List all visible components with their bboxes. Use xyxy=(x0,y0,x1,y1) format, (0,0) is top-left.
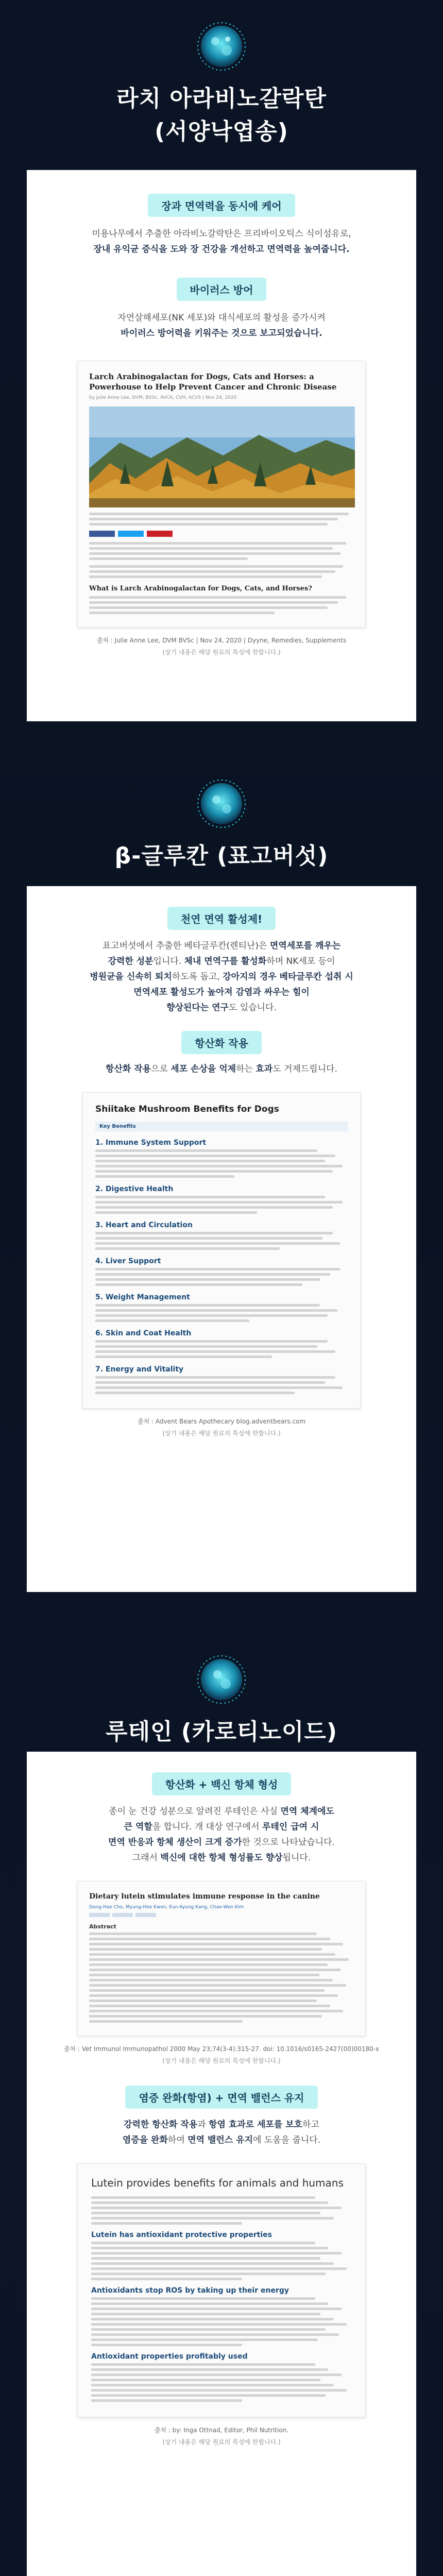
text-span-bold: 효과 xyxy=(255,1064,273,1074)
body-text-line xyxy=(95,1201,343,1204)
disclaimer-note: (상기 내용은 해당 원료의 특성에 한합니다.) xyxy=(162,1430,281,1437)
text-span-bold: 강아지의 경우 베타글루칸 섭취 시 xyxy=(223,972,353,982)
body-text-line xyxy=(95,1376,335,1379)
cell-icon xyxy=(196,1654,247,1705)
benefit-heading: 6. Skin and Coat Health xyxy=(95,1329,192,1337)
article-title: Shiitake Mushroom Benefits for Dogs xyxy=(95,1104,279,1114)
betaglucan-card xyxy=(27,886,416,1592)
body-text-line xyxy=(91,2207,342,2209)
body-text-line xyxy=(95,1211,257,1214)
text-span: 하고 xyxy=(302,2120,319,2130)
share-buttons xyxy=(89,531,354,537)
article-heading: Antioxidant properties profitably used xyxy=(91,2352,248,2361)
abstract-label: Abstract xyxy=(89,1923,116,1930)
text-span: 종이 눈 건강 성분으로 알려진 루테인은 사실 xyxy=(109,1806,281,1817)
article-heading: Lutein has antioxidant protective properties xyxy=(91,2231,272,2239)
title-line: (서양낙엽송) xyxy=(155,118,288,145)
text-span-bold: 염증을 완화 xyxy=(122,2135,168,2145)
article-title: Lutein provides benefits for animals and humans xyxy=(91,2177,344,2189)
body-text-line xyxy=(91,2252,342,2255)
pill-label: 장과 면역력을 동시에 케어 xyxy=(148,194,295,217)
article-screenshot xyxy=(77,2163,366,2417)
section-betaglucan-header xyxy=(0,757,443,873)
text-span: 한 것으로 나타났습니다. xyxy=(242,1837,335,1848)
body-text-line xyxy=(95,1355,272,1358)
body-text-line xyxy=(89,1989,325,1992)
body-text-line xyxy=(95,1304,320,1307)
text-span-bold: 강력한 성분 xyxy=(108,956,154,967)
text-span-bold: 체내 면역구를 활성화 xyxy=(184,956,267,967)
body-text-line xyxy=(89,2020,243,2023)
source-citation: 출처 : Julie Anne Lee, DVM BVSc | Nov 24, 2020 | Dyyne, Remedies, Supplements xyxy=(96,637,347,644)
body-text-line xyxy=(91,2212,320,2214)
body-text-line xyxy=(95,1155,335,1157)
text-span: 그래서 xyxy=(132,1853,161,1863)
body-text-line xyxy=(95,1160,325,1162)
body-text-line xyxy=(95,1283,302,1286)
benefit-heading: 5. Weight Management xyxy=(95,1293,190,1301)
text-span-bold: 병원균을 신속히 퇴치 xyxy=(90,972,172,982)
section-larch-header xyxy=(0,0,443,148)
text-span: 도 거제드립니다. xyxy=(272,1064,337,1074)
text-span-bold: 백신에 대한 항체 형성률도 향상 xyxy=(160,1853,283,1863)
text-line-bold: 바이러스 방어력을 키워주는 것으로 보고되었습니다. xyxy=(121,328,322,338)
text-line-bold: 장내 유익균 증식을 도와 장 건강을 개선하고 면역력을 높여줍니다. xyxy=(93,244,350,255)
text-span: 과 xyxy=(197,2120,209,2130)
text-span: 하며 NK세포 등이 xyxy=(266,956,335,967)
facebook-share-icon[interactable] xyxy=(89,531,115,537)
disclaimer-note: (상기 내용은 해당 원료의 특성에 한합니다.) xyxy=(162,2438,281,2446)
body-text-line xyxy=(89,2010,343,2012)
body-text-line xyxy=(95,1206,333,1209)
body-text-line xyxy=(95,1268,340,1270)
body-text-line xyxy=(91,2399,242,2402)
title-line: 라치 아라비노갈락탄 xyxy=(116,86,327,112)
key-benefits-label: Key Benefits xyxy=(95,1122,348,1131)
paragraph xyxy=(27,1061,416,1077)
body-text-line xyxy=(95,1175,234,1178)
body-text-line xyxy=(91,2323,347,2326)
section-title: 루테인 (카로티노이드) xyxy=(105,1719,338,1745)
disclaimer-note: (상기 내용은 해당 원료의 특성에 한합니다.) xyxy=(162,2057,281,2064)
body-text-line xyxy=(95,1273,330,1276)
body-text-line xyxy=(95,1386,343,1389)
source-citation: 출처 : Advent Bears Apothecary blog.adventbears.com xyxy=(137,1418,306,1425)
pill-label: 염증 완화(항염) + 면역 밸런스 유지 xyxy=(125,2086,317,2109)
benefit-heading: 2. Digestive Health xyxy=(95,1185,174,1193)
body-text-line xyxy=(91,2302,328,2305)
body-text-line xyxy=(91,2222,242,2225)
body-text-line xyxy=(89,1938,330,1940)
body-text-line xyxy=(91,2368,328,2371)
pill-label: 항산화 + 백신 항체 형성 xyxy=(152,1772,292,1795)
text-span-bold: 면역세포를 깨우는 xyxy=(269,941,341,951)
section-title: β-글루칸 (표고버섯) xyxy=(114,843,329,869)
section-lutein-header xyxy=(0,1633,443,1749)
body-text-line xyxy=(89,1994,338,1997)
paragraph xyxy=(27,310,416,341)
disclaimer-note: (상기 내용은 해당 원료의 특성에 한합니다.) xyxy=(162,649,281,656)
body-text-line xyxy=(95,1242,340,1245)
larch-card xyxy=(27,170,416,721)
article-title: Larch Arabinogalactan for Dogs, Cats and Horses: a Powerhouse to Help Prevent Cancer and Chronic Disease xyxy=(89,372,337,392)
source-citation: 출처 : Vet Immunol Immunopathol 2000 May 23;74(3-4):315-27. doi: 10.1016/s0165-2427(00)00180-x xyxy=(63,2045,380,2053)
twitter-share-icon[interactable] xyxy=(118,531,144,537)
body-text-line xyxy=(95,1309,337,1312)
text-span: 됩니다. xyxy=(282,1853,311,1863)
benefit-heading: 1. Immune System Support xyxy=(95,1139,207,1147)
article-byline: by Julie Anne Lee, DVM, BVSc, AVCA, CVH, ACVS | Nov 24, 2020 xyxy=(89,395,237,400)
body-text-line xyxy=(89,1979,333,1981)
abstract-text xyxy=(89,1933,354,2023)
body-text-line xyxy=(95,1149,317,1152)
paragraph xyxy=(27,2117,416,2148)
body-text-line xyxy=(95,1381,325,1384)
body-text-line xyxy=(95,1278,320,1281)
body-text-line xyxy=(91,2262,334,2265)
cell-icon xyxy=(196,21,247,72)
body-text-line xyxy=(91,2217,334,2219)
cell-icon xyxy=(196,778,247,829)
section-title xyxy=(0,82,443,148)
pill-label: 항산화 작용 xyxy=(181,1031,262,1054)
paragraph xyxy=(27,1804,416,1866)
larch-forest-photo xyxy=(89,406,355,507)
body-text-line xyxy=(95,1196,325,1198)
text-line: 자연살해세포(NK 세포)와 대식세포의 활성을 증가시켜 xyxy=(117,313,326,323)
body-text-line xyxy=(91,2278,242,2280)
text-span: 하여 xyxy=(167,2135,188,2145)
text-span-bold: 세포 손상을 억제 xyxy=(171,1064,236,1074)
source-citation: 출처 : by: Inga Ottnad, Editor, Phil Nutrition. xyxy=(154,2427,289,2434)
body-text-line xyxy=(91,2297,315,2300)
body-text-line xyxy=(95,1247,280,1250)
body-text-line xyxy=(91,2363,315,2366)
body-text-line xyxy=(89,1943,343,1945)
body-text-line xyxy=(91,2374,342,2376)
body-text-line xyxy=(95,1319,249,1322)
pill-label: 천연 면역 활성제! xyxy=(167,907,276,930)
body-text-line xyxy=(89,1984,346,1987)
text-span: 하도록 돕고, xyxy=(172,972,223,982)
body-text-line xyxy=(91,2394,326,2397)
text-span: 도 있습니다. xyxy=(228,1003,277,1013)
text-span-bold: 면역 체계에도 xyxy=(280,1806,334,1817)
body-text-line xyxy=(91,2308,342,2310)
body-text-line xyxy=(95,1165,343,1167)
body-text-line xyxy=(95,1345,317,1348)
body-text-line xyxy=(91,2318,334,2320)
body-text-line xyxy=(91,2242,315,2244)
body-text-line xyxy=(89,1958,349,1961)
body-text-line xyxy=(89,2005,330,2007)
text-span: 에 도움을 줍니다. xyxy=(252,2135,321,2145)
text-span: 을 합니다. 개 대상 연구에서 xyxy=(152,1822,262,1832)
text-span: 표고버섯에서 추출한 베타글루칸(렌티난)은 xyxy=(102,941,270,951)
pinterest-share-icon[interactable] xyxy=(147,531,173,537)
article-title: Dietary lutein stimulates immune response in the canine xyxy=(89,1892,320,1901)
benefit-heading: 7. Energy and Vitality xyxy=(95,1365,184,1374)
body-text-line xyxy=(91,2328,326,2331)
article-screenshot xyxy=(77,361,366,628)
body-text-line xyxy=(95,1340,328,1343)
body-text-line xyxy=(91,2333,339,2336)
text-span-bold: 향상된다는 연구 xyxy=(166,1003,229,1013)
body-text-line xyxy=(95,1170,333,1173)
text-span-bold: 면역 반응과 항체 생산이 크게 증가 xyxy=(108,1837,242,1848)
article-subtitle: What is Larch Arabinogalactan for Dogs, Cats, and Horses? xyxy=(89,585,312,592)
paragraph xyxy=(27,226,416,257)
body-text-line xyxy=(89,2015,322,2018)
body-text-line xyxy=(91,2338,318,2341)
article-screenshot xyxy=(77,1881,366,2036)
text-span-bold: 항산화 작용 xyxy=(106,1064,151,1074)
text-span: 으로 xyxy=(151,1064,171,1074)
body-text-line xyxy=(89,1999,317,2002)
body-text-line xyxy=(91,2247,328,2249)
text-span-bold: 면역세포 활성도가 높아져 감염과 싸우는 힘이 xyxy=(133,987,310,997)
body-text-line xyxy=(95,1232,333,1234)
body-text-line xyxy=(89,1933,317,1935)
text-span-bold: 큰 역할 xyxy=(124,1822,152,1832)
body-text-line xyxy=(91,2384,334,2386)
text-span-bold: 강력한 항산화 작용 xyxy=(124,2120,198,2130)
body-text-line xyxy=(91,2379,320,2381)
body-text-line xyxy=(91,2344,242,2346)
article-heading: Antioxidants stop ROS by taking up their energy xyxy=(91,2286,289,2295)
article-authors[interactable]: Dong-Hae Cho, Myung-Hee Kwon, Eun-Kyung Kang, Chae-Won Kim xyxy=(89,1905,244,1910)
text-span: 하는 xyxy=(236,1064,256,1074)
text-span-bold: 면역 밸런스 유지 xyxy=(188,2135,253,2145)
text-span-bold: 항염 효과로 세포를 보호 xyxy=(209,2120,303,2130)
text-line: 미용나무에서 추출한 아라비노갈락탄은 프리바이오틱스 식이섬유로, xyxy=(92,229,351,239)
text-span-bold: 루테인 급여 시 xyxy=(262,1822,319,1832)
benefit-heading: 3. Heart and Circulation xyxy=(95,1221,193,1229)
body-text-line xyxy=(91,2257,320,2260)
lutein-card xyxy=(27,1752,416,2576)
body-text-line xyxy=(91,2267,347,2270)
body-text-line xyxy=(91,2313,320,2315)
body-text-line xyxy=(89,1948,322,1951)
body-text-line xyxy=(95,1237,322,1240)
body-text-line xyxy=(91,2389,347,2392)
body-text-line xyxy=(91,2201,328,2204)
article-screenshot xyxy=(82,1092,361,1409)
body-text-line xyxy=(95,1350,335,1353)
body-text-line xyxy=(95,1314,328,1317)
paragraph xyxy=(27,938,416,1015)
text-span: 입니다. xyxy=(153,956,184,967)
body-text-line xyxy=(95,1392,295,1394)
body-text-line xyxy=(89,1963,328,1966)
body-text-line xyxy=(91,2273,326,2275)
body-text-line xyxy=(91,2196,315,2199)
body-text-line xyxy=(89,1974,319,1976)
pill-label: 바이러스 방어 xyxy=(177,278,267,301)
benefit-list xyxy=(95,1139,348,1394)
benefit-heading: 4. Liver Support xyxy=(95,1257,161,1265)
body-text-line xyxy=(89,1969,340,1971)
body-text-line xyxy=(89,1953,335,1956)
